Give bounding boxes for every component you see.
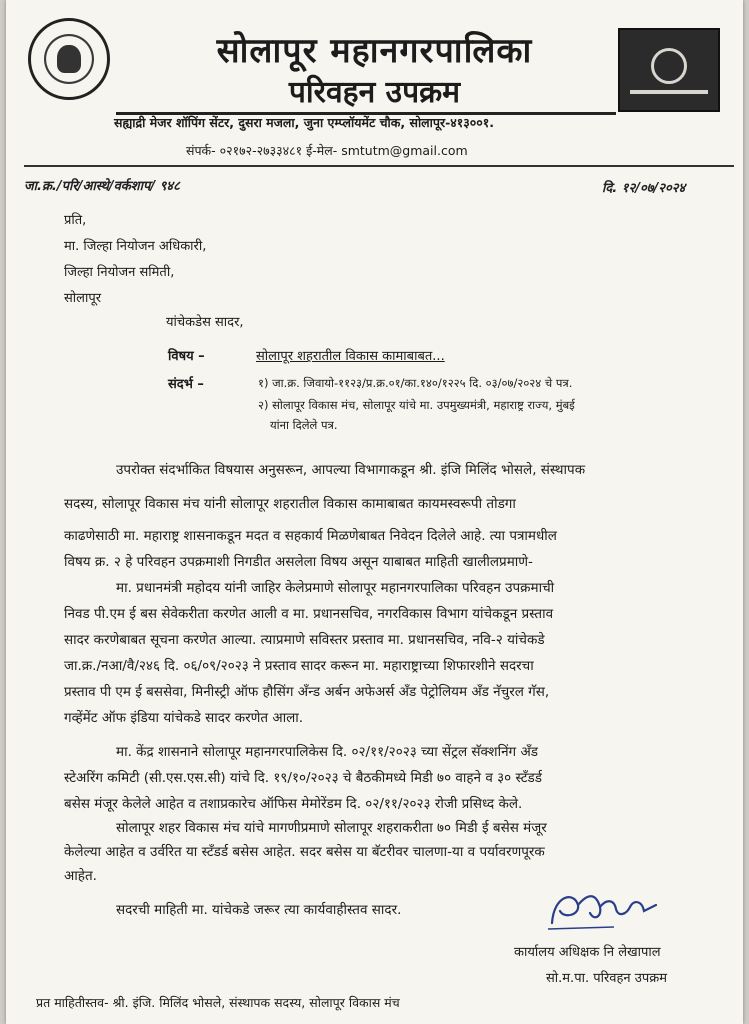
- paragraph-1-line-1: उपरोक्त संदर्भाकित विषयास अनुसरून, आपल्या विभागाकडून श्री. इंजि मिलिंद भोसले, संस्थापक: [116, 462, 586, 478]
- recipient-line-3: सोलापूर: [64, 291, 102, 306]
- department-name: परिवहन उपक्रम: [288, 75, 461, 110]
- paragraph-4-line-2: केलेल्या आहेत व उर्वरित या स्टॅंडर्ड बसेस आहेत. सदर बसेस या बॅटरीवर चालणा-या व पर्यावरणपूरक: [64, 844, 545, 860]
- signatory-designation: कार्यालय अधिक्षक नि लेखापाल: [514, 945, 661, 960]
- recipient-line-1: मा. जिल्हा नियोजन अधिकारी,: [64, 239, 207, 254]
- paragraph-2-line-2: निवड पी.एम ई बस सेवेकरीता करणेत आली व मा. प्रधानसचिव, नगरविकास विभाग यांचेकडून प्रस्ताव: [64, 606, 554, 622]
- subject-text: सोलापूर शहरातील विकास कामाबाबत...: [256, 349, 445, 364]
- closing-line: सदरची माहिती मा. यांचेकडे जरूर त्या कार्यवाहीस्तव सादर.: [116, 902, 402, 918]
- paragraph-3-line-2: स्टेअरिंग कमिटी (सी.एस.एस.सी) यांचे दि. १९/१०/२०२३ चे बैठकीमध्ये मिडी ७० वाहने व ३० स्टॅंडर्ड: [64, 770, 542, 786]
- paragraph-2-line-4: जा.क्र./नआ/वै/२४६ दि. ०६/०९/२०२३ ने प्रस्ताव सादर करून मा. महाराष्ट्राच्या शिफारशीने सदरचा: [64, 658, 534, 674]
- paragraph-2-line-6: गव्हेंमेंट ऑफ इंडिया यांचेकडे सादर करणेत आला.: [64, 710, 304, 726]
- subject-label: विषय –: [168, 349, 205, 364]
- reference-item-1: १) जा.क्र. जिवायो-११२३/प्र.क्र.०१/का.१४०/१२२५ दि. ०३/०७/२०२४ चे पत्र.: [258, 376, 573, 390]
- paragraph-2-line-3: सादर करणेबाबत सूचना करणेत आल्या. त्याप्रमाणे सविस्तर प्रस्ताव मा. प्रधानसचिव, नवि-२ यांचेकडे: [64, 632, 545, 648]
- recipient-presented: यांचेकडेस सादर,: [166, 315, 244, 330]
- signatory-office: सो.म.पा. परिवहन उपक्रम: [546, 971, 668, 986]
- paragraph-4-line-3: आहेत.: [64, 868, 97, 884]
- paragraph-2-line-1: मा. प्रधानमंत्री महोदय यांनी जाहिर केलेप्रमाणे सोलापूर महानगरपालिका परिवहन उपक्रमाची: [116, 580, 555, 596]
- paragraph-3-line-1: मा. केंद्र शासनाने सोलापूर महानगरपालिकेस दि. ०२/११/२०२३ च्या सेंट्रल सॅक्शनिंग अँड: [116, 744, 538, 760]
- header-address: सह्याद्री मेजर शॉपिंग सेंटर, दुसरा मजला, जुना एम्प्लॉयमेंट चौक, सोलापूर-४१३००१.: [114, 115, 495, 130]
- reference-label: संदर्भ –: [168, 377, 204, 392]
- organization-name: सोलापूर महानगरपालिका: [216, 31, 533, 71]
- reference-item-2-line-1: २) सोलापूर विकास मंच, सोलापूर यांचे मा. उपमुख्यमंत्री, महाराष्ट्र राज्य, मुंबई: [258, 398, 575, 412]
- recipient-prati: प्रति,: [64, 213, 87, 228]
- paragraph-3-line-3: बसेस मंजूर केलेले आहेत व तशाप्रकारेच ऑफिस मेमोरेंडम दि. ०२/११/२०२३ रोजी प्रसिध्द केले.: [64, 796, 523, 812]
- header-contact: संपर्क- ०२१७२-२७३३४८१ ई-मेल- smtutm@gmail.com: [186, 143, 468, 158]
- handwritten-signature: [544, 885, 664, 935]
- letter-date: दि. १२/०७/२०२४: [602, 181, 686, 196]
- reference-number: जा.क्र./परि/आस्थे/वर्कशाप/ ९४८: [24, 179, 180, 194]
- paragraph-1-line-4: विषय क्र. २ हे परिवहन उपक्रमाशी निगडीत असलेला विषय असून याबाबत माहिती खालीलप्रमाणे-: [64, 554, 533, 570]
- letter-sheet: [6, 0, 743, 1024]
- copy-to-line: प्रत माहितीस्तव- श्री. इंजि. मिलिंद भोसले, संस्थापक सदस्य, सोलापूर विकास मंच: [36, 995, 400, 1010]
- paragraph-2-line-5: प्रस्ताव पी एम ई बससेवा, मिनीस्ट्री ऑफ हौसिंग अँन्ड अर्बन अफेअर्स अँड पेट्रोलियम अँड नॅचुरल गॅस,: [64, 684, 550, 700]
- paragraph-4-line-1: सोलापूर शहर विकास मंच यांचे मागणीप्रमाणे सोलापूर शहराकरीता ७० मिडी ई बसेस मंजूर: [116, 820, 547, 836]
- header-divider: [24, 165, 734, 167]
- recipient-line-2: जिल्हा नियोजन समिती,: [64, 265, 175, 280]
- reference-item-2-line-2: यांना दिलेले पत्र.: [270, 418, 338, 432]
- paragraph-1-line-3: काढणेसाठी मा. महाराष्ट्र शासनाकडून मदत व सहकार्य मिळणेबाबत निवेदन दिलेले आहे. त्या पत्रामधील: [64, 528, 557, 544]
- paragraph-1-line-2: सदस्य, सोलापूर विकास मंच यांनी सोलापूर शहरातील विकास कामाबाबत कायमस्वरूपी तोडगा: [64, 496, 516, 512]
